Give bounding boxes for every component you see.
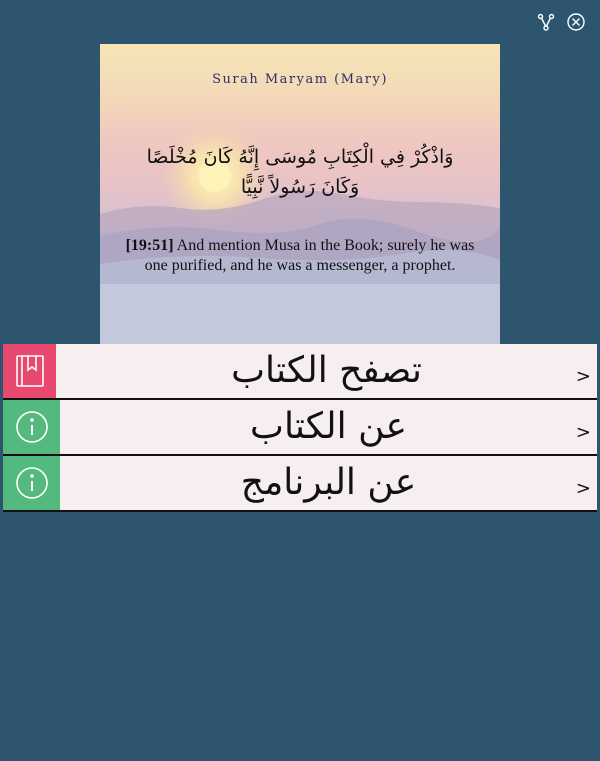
branch-icon[interactable] bbox=[536, 12, 556, 32]
arabic-verse-line-2: وَكَانَ رَسُولاً نَّبِيًّا bbox=[240, 176, 360, 198]
verse-translation bbox=[118, 236, 482, 276]
translation-text: And mention Musa in the Book; surely he was one purified, and he was a messenger, a prophet. bbox=[144, 237, 475, 274]
verse-reference: [19:51] bbox=[125, 237, 174, 254]
window-controls bbox=[536, 12, 586, 32]
menu-item-label: عن البرنامج bbox=[240, 462, 417, 503]
menu-item-about-app[interactable] bbox=[3, 456, 597, 512]
menu-icon-box bbox=[3, 400, 60, 454]
verse-card bbox=[100, 44, 500, 344]
menu-item-browse-book[interactable] bbox=[3, 344, 597, 400]
close-icon[interactable] bbox=[566, 12, 586, 32]
menu-item-about-book[interactable] bbox=[3, 400, 597, 456]
menu-item-label: تصفح الكتاب bbox=[231, 350, 422, 391]
menu-item-label: عن الكتاب bbox=[250, 406, 407, 447]
book-bookmark-icon bbox=[15, 354, 45, 388]
info-icon bbox=[15, 410, 49, 444]
chevron-right-icon: > bbox=[575, 366, 591, 387]
menu-icon-box bbox=[3, 344, 56, 398]
main-menu bbox=[3, 344, 597, 512]
chevron-right-icon: > bbox=[575, 422, 591, 443]
surah-title: Surah Maryam (Mary) bbox=[212, 72, 388, 87]
arabic-verse-line-1: وَاذْكُرْ فِي الْكِتَابِ مُوسَى إِنَّهُ كَانَ مُخْلَصًا bbox=[146, 146, 454, 168]
info-icon bbox=[15, 466, 49, 500]
chevron-right-icon: > bbox=[575, 478, 591, 499]
menu-icon-box bbox=[3, 456, 60, 510]
arabic-verse bbox=[120, 142, 480, 202]
